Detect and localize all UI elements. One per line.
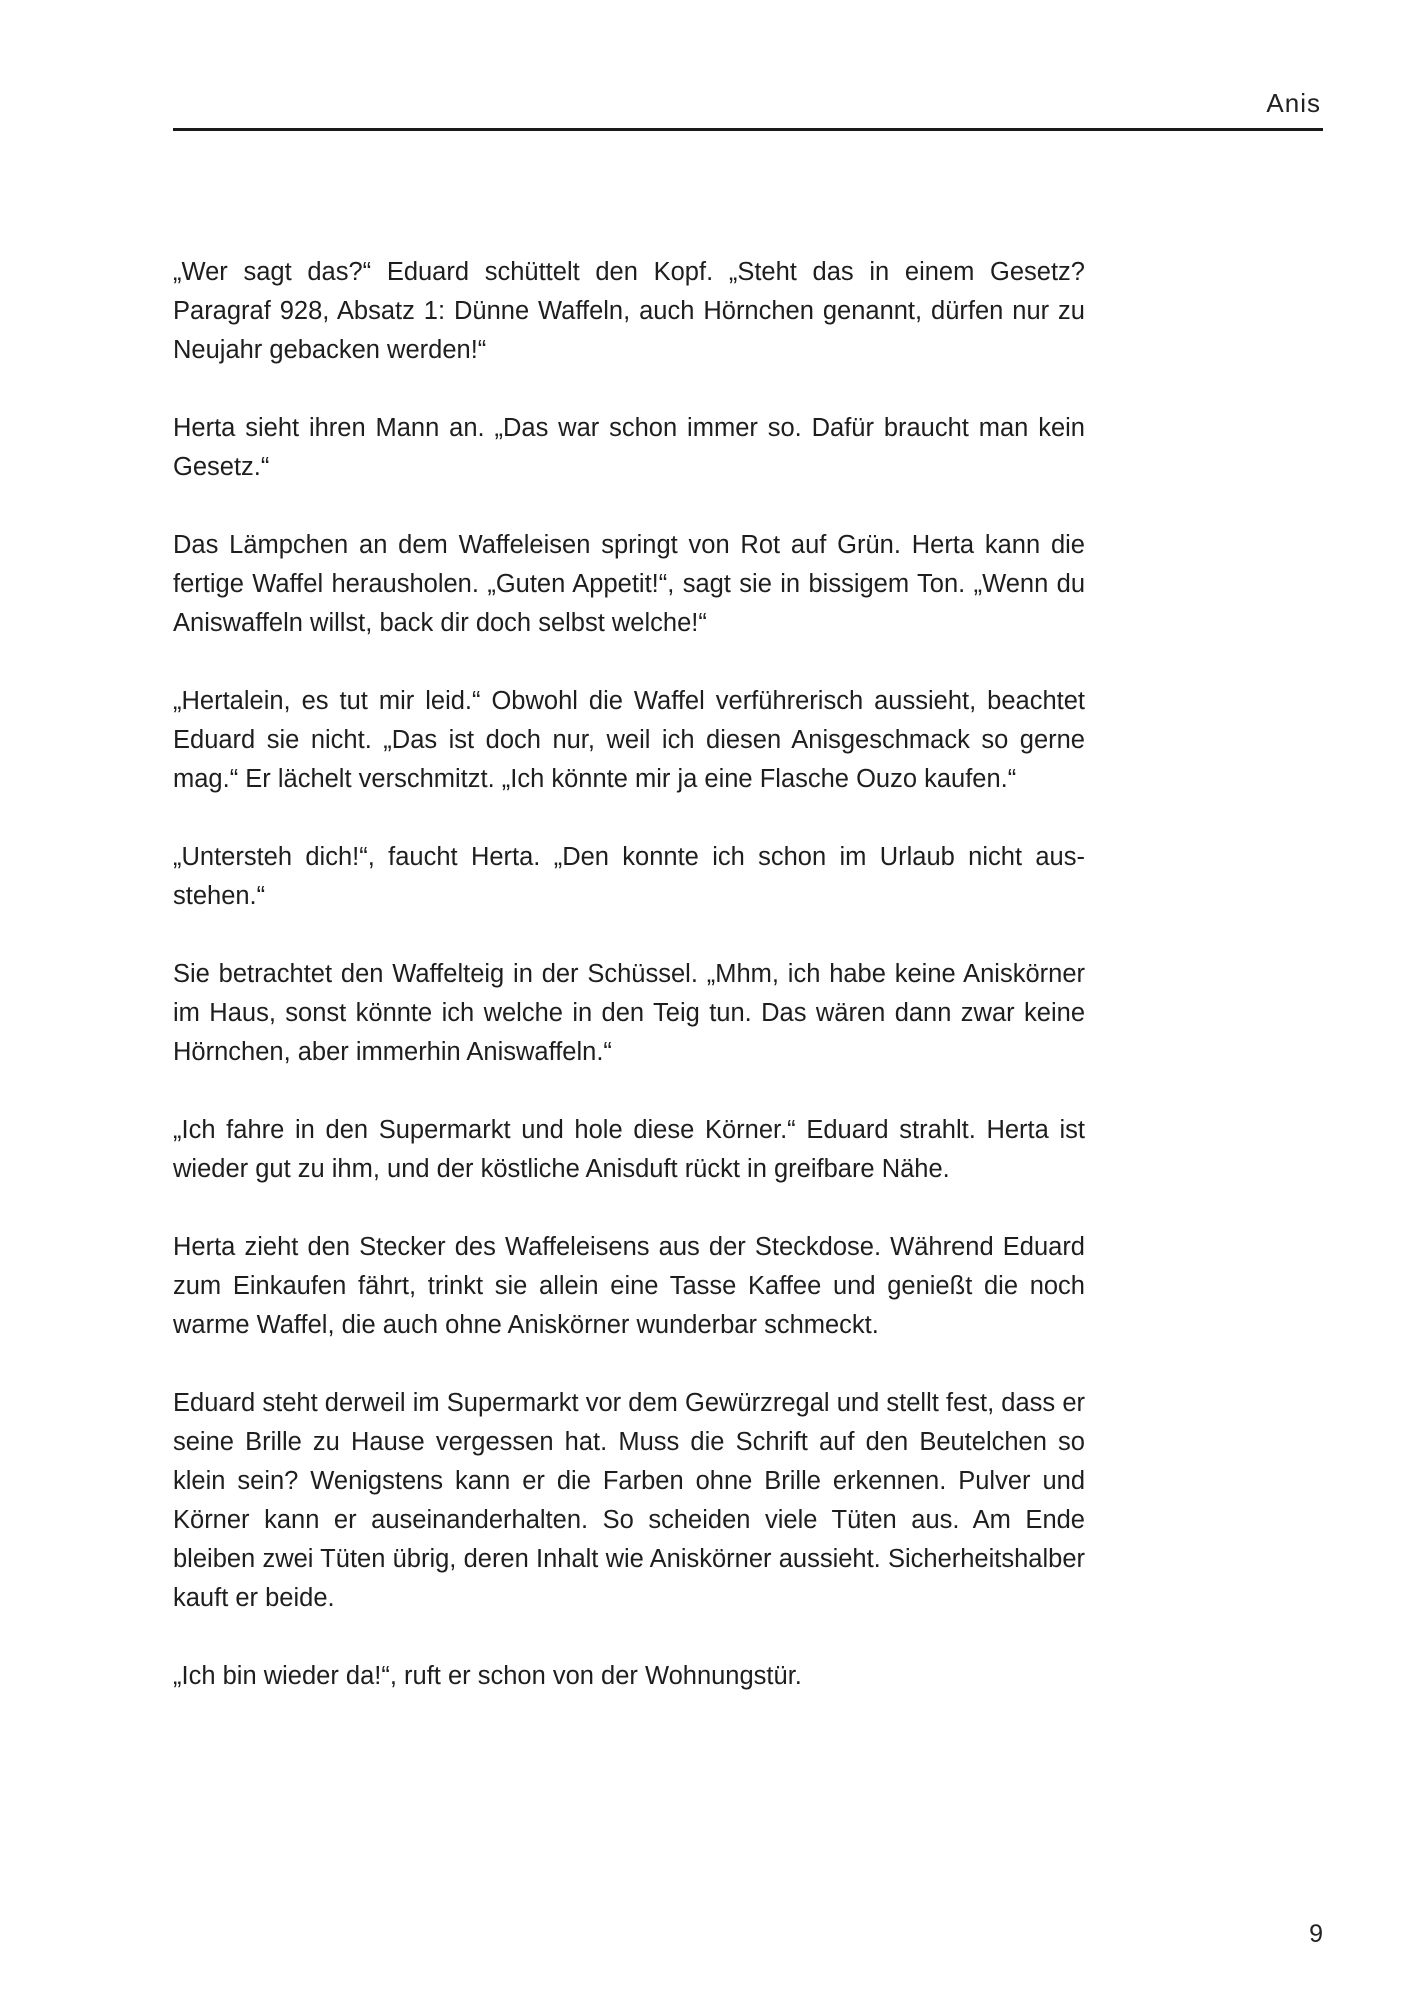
paragraph: „Ich fahre in den Supermarkt und hole diese Körner.“ Eduard strahlt. Herta ist wieder gut zu ihm, und der köstliche Anisduft rückt in greifbare Nähe.	[173, 1116, 1085, 1183]
paragraph: „Untersteh dich!“, faucht Herta. „Den konnte ich schon im Urlaub nicht ausstehen.“	[173, 843, 1085, 910]
chapter-title: Anis	[1266, 88, 1321, 118]
paragraph: Eduard steht derweil im Supermarkt vor dem Gewürzregal und stellt fest, dass er seine Brille zu Hause vergessen hat. Muss die Schrift auf den Beutelchen so klein sein? Wenigstens kann er die Farben ohne Brille erkennen. Pulver und Körner kann er auseinanderhalten. So scheiden viele Tüten aus. Am Ende bleiben zwei Tüten übrig, deren Inhalt wie Aniskörner aussieht. Sicherheitshalber kauft er beide.	[173, 1389, 1085, 1612]
body-text	[173, 253, 1085, 1696]
paragraph: „Ich bin wieder da!“, ruft er schon von der Wohnungstür.	[173, 1662, 802, 1690]
page-number: 9	[1309, 1920, 1323, 1948]
paragraph: Sie betrachtet den Waffelteig in der Schüssel. „Mhm, ich habe keine Aniskörner im Haus, sonst könnte ich welche in den Teig tun. Das wären dann zwar keine Hörnchen, aber immerhin Aniswaffeln.“	[173, 960, 1085, 1066]
paragraph: „Hertalein, es tut mir leid.“ Obwohl die Waffel verführerisch aussieht, beachtet Eduard sie nicht. „Das ist doch nur, weil ich diesen Anisgeschmack so gerne mag.“ Er lächelt verschmitzt. „Ich könnte mir ja eine Flasche Ouzo kaufen.“	[173, 687, 1085, 793]
running-header	[173, 84, 1323, 131]
paragraph: Herta sieht ihren Mann an. „Das war schon immer so. Dafür braucht man kein Gesetz.“	[173, 414, 1085, 481]
paragraph: Herta zieht den Stecker des Waffeleisens aus der Steckdose. Während Eduard zum Einkaufen fährt, trinkt sie allein eine Tasse Kaffee und genießt die noch warme Waffel, die auch ohne Aniskörner wunderbar schmeckt.	[173, 1233, 1085, 1339]
paragraph: Das Lämpchen an dem Waffeleisen springt von Rot auf Grün. Herta kann die fertige Waffel herausholen. „Guten Appetit!“, sagt sie in bissigem Ton. „Wenn du Aniswaffeln willst, back dir doch selbst welche!“	[173, 531, 1085, 637]
paragraph: „Wer sagt das?“ Eduard schüttelt den Kopf. „Steht das in einem Gesetz? Paragraf 928, Absatz 1: Dünne Waffeln, auch Hörnchen genannt, dürfen nur zu Neujahr gebacken werden!“	[173, 258, 1085, 364]
